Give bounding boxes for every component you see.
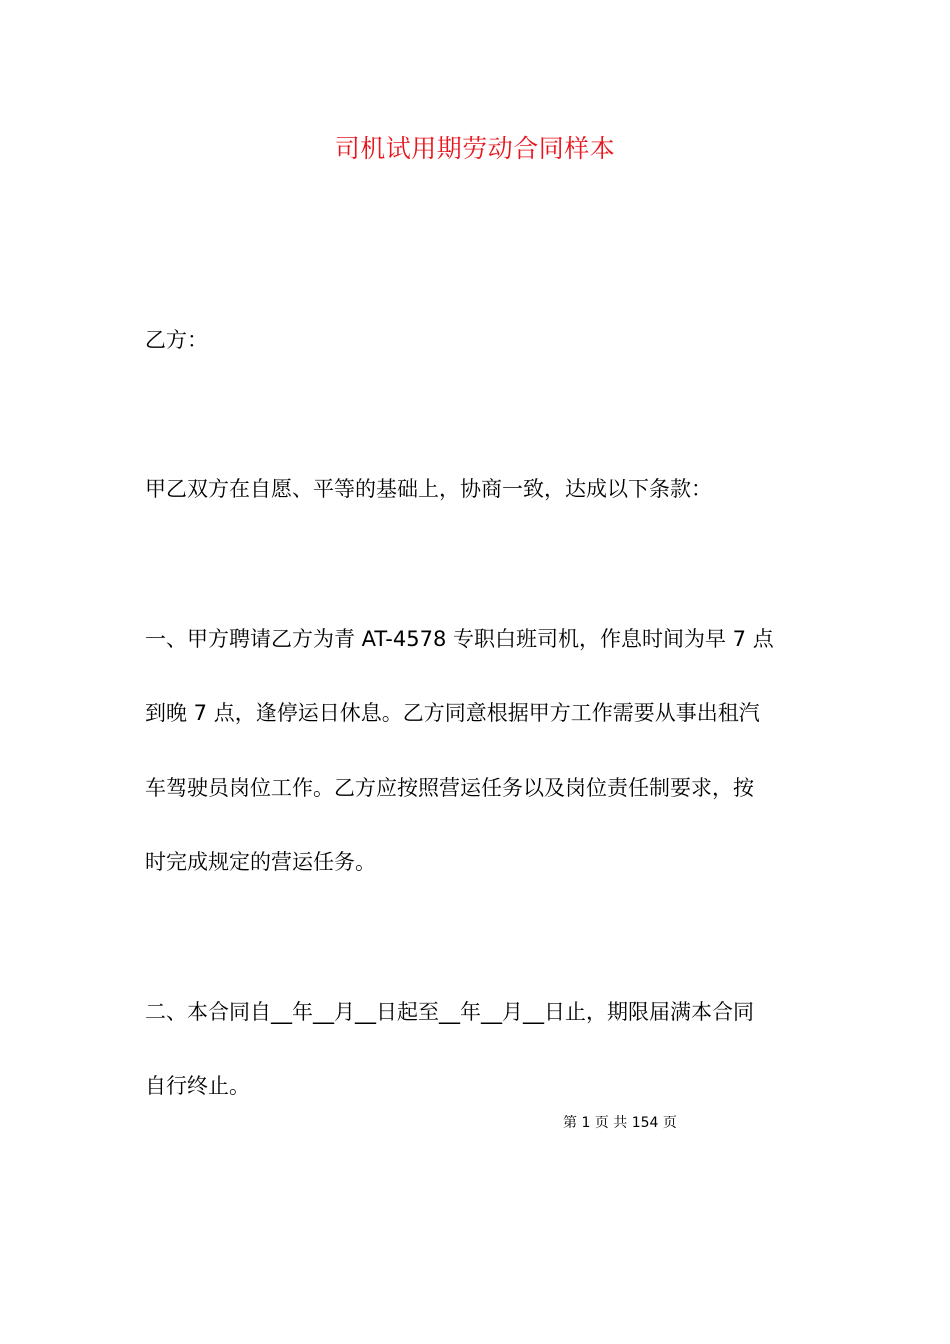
clause1-line-2: 到晚 7 点，逢停运日休息。乙方同意根据甲方工作需要从事出租汽 bbox=[145, 701, 760, 725]
clause1-line-1: 一、甲方聘请乙方为青 AT-4578 专职白班司机，作息时间为早 7 点 bbox=[145, 627, 774, 651]
clause1-line-3: 车驾驶员岗位工作。乙方应按照营运任务以及岗位责任制要求，按 bbox=[145, 776, 754, 800]
clause2-line-2: 自行终止。 bbox=[145, 1074, 250, 1098]
intro-paragraph: 甲乙双方在自愿、平等的基础上，协商一致，达成以下条款： bbox=[145, 477, 712, 501]
clause1-line-4: 时完成规定的营运任务。 bbox=[145, 850, 376, 874]
page-footer: 第 1 页 共 154 页 bbox=[563, 1115, 677, 1131]
document-title: 司机试用期劳动合同样本 bbox=[334, 134, 616, 163]
clause2-line-1: 二、本合同自__年__月__日起至__年__月__日止，期限届满本合同 bbox=[145, 1000, 754, 1024]
party-b-label: 乙方： bbox=[145, 328, 208, 352]
